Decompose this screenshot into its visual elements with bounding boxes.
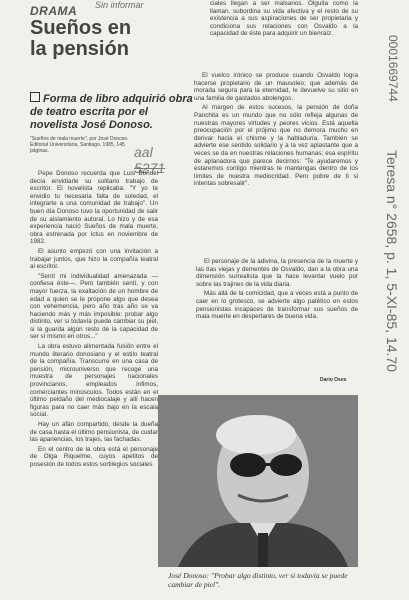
portrait-image [158,395,358,567]
paragraph: El vuelco irónico se produce cuando Osvaldo logra hacerse propietario de un mausoleo; que además de morada segura para la eternidad, le devuelve su sitio en una familia de gastados abolengos. [194,72,358,102]
paragraph: Hay un afán compartido, desde la dueña de casa hasta el último pensionista, de cuidar las apariencias, los trajes, las fachadas. [30,421,158,444]
article-column-1 [30,170,158,471]
handwritten-code-2: 5271 [134,160,166,176]
headline [30,18,180,60]
article-column-2-top [210,0,358,40]
newspaper-clipping: Sin informar DRAMA Sueños en la pensión Forma de libro adquirió obra de teatro escrita por el novelista José Donoso. "Sueños de mala muerte", por José Donoso. Editorial Universitaria, Santiago, 1985, 145 páginas. aal 5271 Pepe Donoso recuerda que Luis Buñuel decía envidiarle su solitario trabajo de escritor. El novelista replicaba: "Y yo te envidio tu necesaria falta de soledad, el integrarte a una comunidad de trabajo". Un buen día Donoso tuvo la oportunidad de salir de su aislamiento autoral. Lo hizo y de esa experiencia nació Sueños de mala muerte, obra estrenada por Ictus en noviembre de 1982. El asunto empezó con una invitación a trabajar juntos, que hizo la compañía teatral al escritor. "Sentí mi individualidad amenazada —confiesa éste—. Pero también sentí, y con mayor fuerza, la exaltación de un hombre de edad a quien se le propone algo que desea con vehemencia, pero año tras año se va haciendo más y más imposible: probar algo distinto, ver si todavía puede cambiar su piel, si la guarda algún resto de la capacidad de ser sí mismo en otros..." La obra estuvo alimentada fusión entre el mundo literario donosiano y el estilo teatral de la compañía. Transcurre en una casa de pensión, microuniverso que recoge una muestra de personajes nacionales provincianos, empleados ínfimos, comerciantes minúsculos. Todos están en el último peldaño del mediocalaje y allí hacen figuras para no caer más bajo en la escala social. Hay un afán compartido, desde la dueña de casa hasta el último pensionista, de cuidar las apariencias, los trajes, las fachadas. En el centro de la obra está el personaje de Olga Riquelme, cuyos apetitos de posesión de todos estos sortilegios sociales ciales llegan a ser malsanos. Olguita como la llaman, subordina su vida afectiva y el resto de su existencia a sus aspiraciones de ser propietaria y condiciona sus relaciones con Osvaldo a la capacidad de éste para adquirir un bienraíz. El vuelco irónico se produce cuando Osvaldo logra hacerse propietario de un mausoleo; que además de morada segura para la eternidad, le devuelve su sitio en una familia de gastados abolengos. Al margen de estos sucesos, la pensión de doña Panchita es un mundo que no sólo refleja algunas de nuestras mayores virtudes y peores vicios. Está aquella preocupación por el prójimo que no demora mucho en derivar hacia el chisme y la habladuría. También se advierte ese sentido solidario y a la vez aplastante que a veces se da en nuestras relaciones humanas; esa espíritu de aplanadora que parece decirnos: "Te ayudaremos y estaremos contigo mientras te mantengas dentro de los límites de nuestra mediocridad. Pero pobre de ti si intentas sobresalir". El personaje de la adivina, la presencia de la muerte y las tías viejas y dementes de Osvaldo, dan a la obra una dimensión surrealista que la hace levantar vuelo por sobre las trajines de la vida diaria. Más allá de la comicidad, que a veces está a punto de caer en lo grotesco, se advierte algo patético en estos pensionistas incapaces de transformar sus sueños de mala muerte en despertares de buena vida. Darío Oses José Donoso: "Probar algo distinto, ver si todavía se puede cambiar de piel". 0001669744 Teresa n° 2658, p. 1, 5-XI-85, 14.70 [30,0,400,589]
paragraph: En el centro de la obra está el personaje de Olga Riquelme, cuyos apetitos de posesión de todos estos sortilegios sociales [30,445,158,468]
caption-quote: "Probar algo distinto, ver si todavía se puede cambiar de piel". [168,571,348,589]
article-column-2-middle [194,72,358,190]
paragraph: Más allá de la comicidad, que a veces está a punto de caer en lo grotesco, se advierte algo patético en estos pensionistas incapaces de transformar sus sueños de mala muerte en despertares de buena vida. [196,290,358,321]
paragraph: El personaje de la adivina, la presencia de la muerte y las tías viejas y dementes de Osvaldo, dan a la obra una dimensión surrealista que la hace levantar vuelo por sobre las trajines de la vida diaria. [196,258,358,288]
headline-line-1: Sueños en [30,17,132,39]
paragraph: Pepe Donoso recuerda que Luis Buñuel decía envidiarle su solitario trabajo de escritor. El novelista replicaba: "Y yo te envidio tu necesaria falta de soledad, el integrarte a una comunidad de trabajo". Un buen día Donoso tuvo la oportunidad de salir de su aislamiento autoral. Lo hizo y de esa experiencia nació Sueños de mala muerte, obra estrenada por Ictus en noviembre de 1982. [30,170,158,246]
article-column-2-bottom [196,258,358,323]
paragraph: "Sentí mi individualidad amenazada —confiesa éste—. Pero también sentí, y con mayor fuerza, la exaltación de un hombre de edad a quien se le propone algo que desea con vehemencia, pero año tras año se va haciendo más y más imposible: probar algo distinto, ver si todavía puede cambiar su piel, si la guarda algún resto de la capacidad de ser sí mismo en otros..." [30,272,158,341]
paragraph: Al margen de estos sucesos, la pensión de doña Panchita es un mundo que no sólo refleja algunas de nuestras mayores virtudes y peores vicios. Está aquella preocupación por el prójimo que no demora mucho en derivar hacia el chisme y la habladuría. También se advierte ese sentido solidario y a la vez aplastante que a veces se da en nuestras relaciones humanas; esa espíritu de aplanadora que parece decirnos: "Te ayudaremos y estaremos contigo mientras te mantengas dentro de los límites de nuestra mediocridad. Pero pobre de ti si intentas sobresalir". [194,104,358,188]
author-signature: Darío Oses [320,377,347,383]
paragraph: El asunto empezó con una invitación a trabajar juntos, que hizo la compañía teatral al escritor. [30,247,158,271]
author-photo [158,395,358,567]
caption-name: José Donoso: [168,571,210,580]
paragraph: ciales llegan a ser malsanos. Olguita como la llaman, subordina su vida afectiva y el resto de su existencia a sus aspiraciones de ser propietaria y condiciona sus relaciones con Osvaldo a la capacidad de éste para adquirir un bienraíz. [210,0,358,38]
paragraph: La obra estuvo alimentada fusión entre el mundo literario donosiano y el estilo teatral de la compañía. Transcurre en una casa de pensión, microuniverso que recoge una muestra de personajes nacionales provincianos, empleados ínfimos, comerciantes minúsculos. Todos están en el último peldaño del mediocalaje y allí hacen figuras para no caer más bajo en la escala social. [30,343,158,419]
handwritten-code-1: aal [134,144,153,160]
headline-line-2: la pensión [30,38,129,60]
photo-caption [168,572,358,589]
section-label: DRAMA [30,4,78,18]
lead-paragraph: Forma de libro adquirió obra de teatro escrita por el novelista José Donoso. [30,93,193,131]
square-bullet-icon [30,92,40,102]
handwritten-note-top: Sin informar [95,0,144,10]
book-reference: "Sueños de mala muerte", por José Donoso. Editorial Universitaria, Santiago, 1985, 145 páginas. [30,136,129,154]
